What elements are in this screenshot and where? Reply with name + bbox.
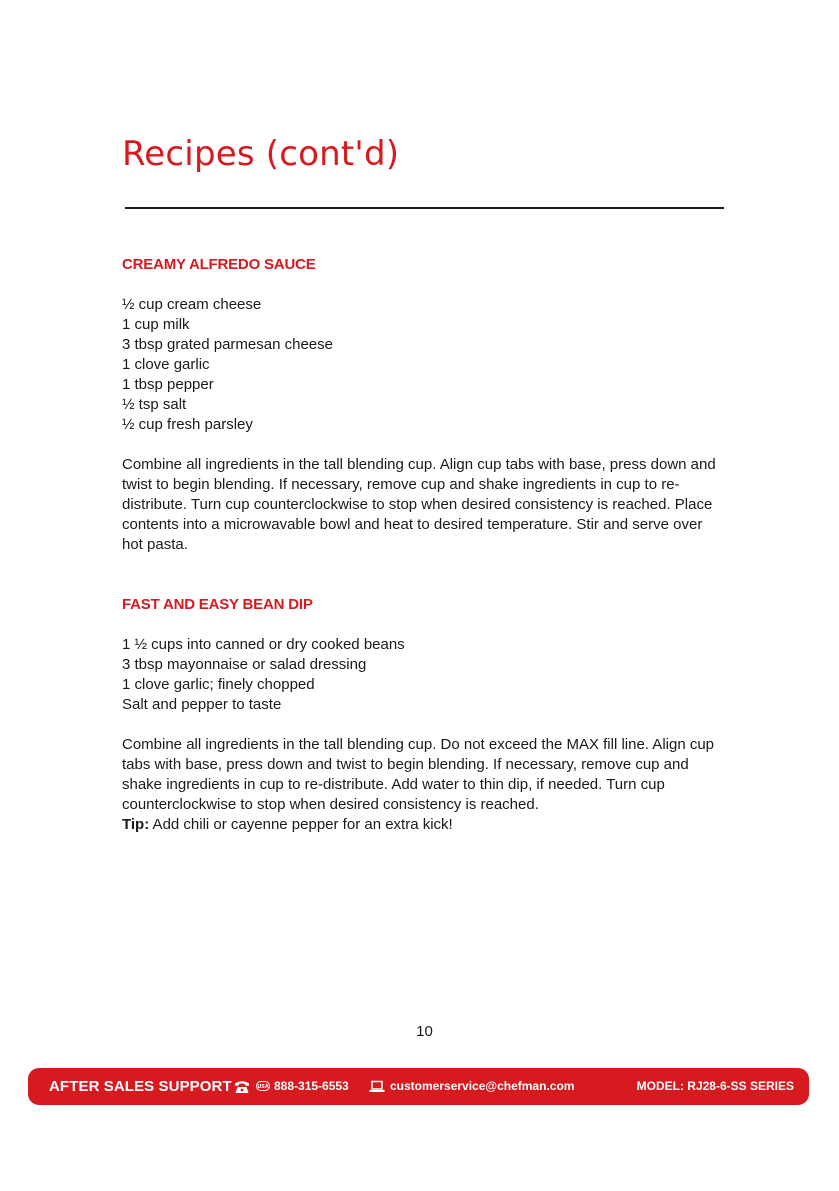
support-phone: 888-315-6553 [274,1079,349,1093]
laptop-icon [369,1068,385,1105]
model-number: MODEL: RJ28-6-SS SERIES [636,1079,794,1093]
title-divider [125,207,724,209]
recipe-tip [122,815,722,835]
ingredient-list [122,635,722,715]
ingredient-item: 1 clove garlic [122,356,210,373]
ingredient-item: ½ cup fresh parsley [122,416,253,433]
after-sales-support-bar [28,1068,809,1105]
recipe-creamy-alfredo-sauce [122,255,722,555]
page-number: 10 [416,1023,433,1040]
usa-badge-icon [256,1081,270,1091]
recipe-method: Combine all ingredients in the tall blending cup. Align cup tabs with base, press down and twist to begin blending. If necessary, remove cup and shake ingredients in cup to re-distribute. Turn cup counterclockwise to stop when desired consistency is reached. Place contents into a microwavable bowl and heat to desired temperature. Stir and serve over hot pasta. [122,456,716,553]
after-sales-support-label: AFTER SALES SUPPORT [49,1078,232,1095]
ingredient-item: 1 cup milk [122,316,190,333]
ingredient-item: 1 clove garlic; finely chopped [122,676,315,693]
page-title: Recipes (cont'd) [122,134,400,174]
ingredient-item: Salt and pepper to taste [122,696,282,713]
usa-badge-text: USA [257,1084,269,1090]
tip-label: Tip: [122,816,150,833]
tip-text: Add chili or cayenne pepper for an extra kick! [149,816,453,833]
ingredient-item: ½ tsp salt [122,396,187,413]
ingredient-item: 1 tbsp pepper [122,376,214,393]
ingredient-item: 3 tbsp mayonnaise or salad dressing [122,656,367,673]
recipe-method: Combine all ingredients in the tall blending cup. Do not exceed the MAX fill line. Align cup tabs with base, press down and twist to begin blending. If necessary, remove cup and shake ingredients in cup to re-distribute. Add water to thin dip, if needed. Turn cup counterclockwise to stop when desired consistency is reached. [122,736,715,813]
ingredient-list [122,295,722,435]
recipe-title: CREAMY ALFREDO SAUCE [122,256,316,273]
support-email: customerservice@chefman.com [390,1079,575,1093]
phone-icon [233,1068,251,1105]
recipe-fast-and-easy-bean-dip [122,595,722,835]
ingredient-item: 3 tbsp grated parmesan cheese [122,336,333,353]
ingredient-item: ½ cup cream cheese [122,296,262,313]
ingredient-item: 1 ½ cups into canned or dry cooked beans [122,636,405,653]
recipe-title: FAST AND EASY BEAN DIP [122,596,313,613]
